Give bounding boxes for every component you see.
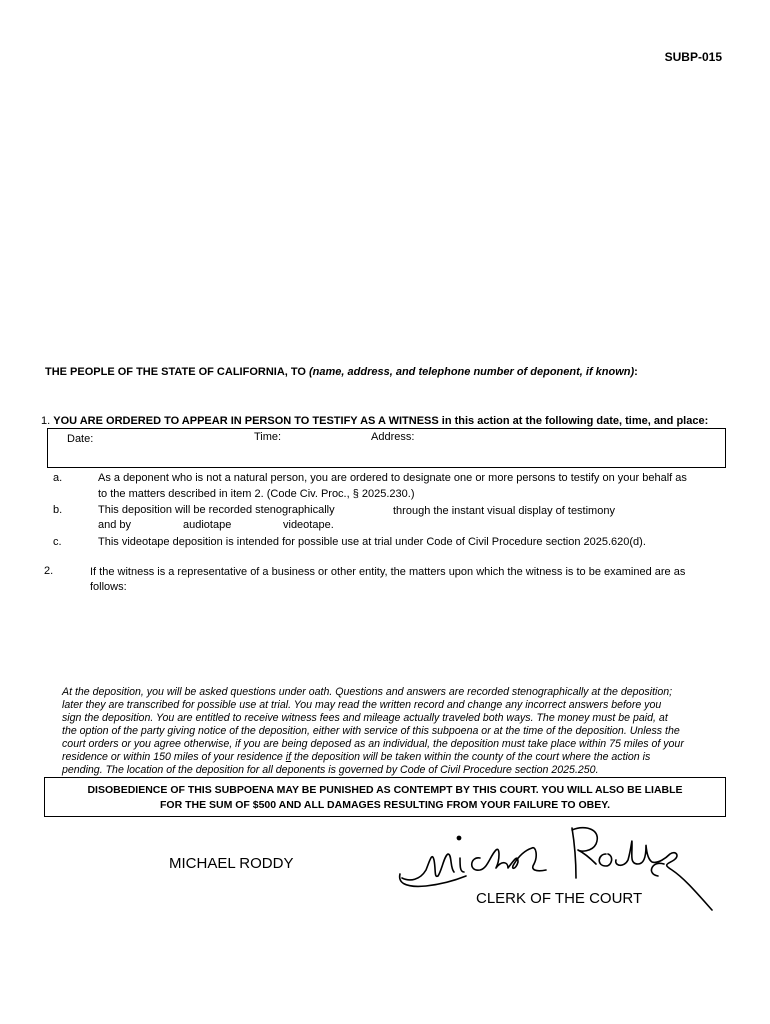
sub-b-videotape: videotape. [283,519,334,531]
item2-number: 2. [44,565,54,577]
time-label: Time: [254,431,282,443]
notice-line-6 [62,751,650,763]
sub-c-letter: c. [53,536,62,548]
sub-c-line1: This videotape deposition is intended for possible use at trial under Code of Civil Procedure section 2025.620(d). [98,536,646,548]
notice-line-6c: the deposition will be taken within the county of the court where the action is [291,751,651,763]
appearance-box [47,428,726,468]
sub-a-letter: a. [53,472,63,484]
notice-line-3: sign the deposition. You are entitled to receive witness fees and mileage actually traveled both ways. The money must be paid, at [62,712,668,724]
notice-line-7: pending. The location of the deposition for all deponents is governed by Code of Civil Procedure section 2025.250. [62,764,599,776]
notice-line-2: later they are transcribed for possible use at trial. You may read the written record and change any incorrect answers before you [62,699,662,711]
warning-box [44,777,726,817]
form-id: SUBP-015 [664,50,722,64]
sub-a-line1: As a deponent who is not a natural person, you are ordered to designate one or more persons to testify on your behalf as [98,472,687,484]
sub-b-letter: b. [53,504,63,516]
addressee-line [45,366,638,378]
item2-line1: If the witness is a representative of a business or other entity, the matters upon which the witness is to be examined are as [90,566,686,578]
sub-b-and-by: and by [98,519,132,531]
item1-number: 1. [41,415,51,427]
item1-heading [41,415,708,427]
notice-line-5: court orders or you agree otherwise, if you are being deposed as an individual, the deposition must take place within 75 miles of your [62,738,684,750]
notice-line-1: At the deposition, you will be asked questions under oath. Questions and answers are recorded stenographically at the deposition; [62,686,673,698]
item1-text: YOU ARE ORDERED TO APPEAR IN PERSON TO TESTIFY AS A WITNESS in this action at the following date, time, and place: [53,415,709,427]
notice-line-6a: residence or within 150 miles of your residence [62,751,286,763]
clerk-title: CLERK OF THE COURT [476,890,643,907]
clerk-name: MICHAEL RODDY [169,855,294,872]
notice-line-4: the option of the party giving notice of the deposition, either with service of this subpoena or at the time of the deposition. Unless the [62,725,680,737]
warning-line-1: DISOBEDIENCE OF THIS SUBPOENA MAY BE PUNISHED AS CONTEMPT BY THIS COURT. YOU WILL ALSO BE LIABLE [87,784,683,796]
sub-b-line1b: through the instant visual display of testimony [393,505,615,517]
sub-a-line2: to the matters described in item 2. (Code Civ. Proc., § 2025.230.) [98,488,415,500]
sub-b-line1a: This deposition will be recorded stenographically [98,504,335,516]
addressee-colon: : [634,366,638,378]
warning-line-2: FOR THE SUM OF $500 AND ALL DAMAGES RESULTING FROM YOUR FAILURE TO OBEY. [160,799,610,811]
sub-b-audiotape: audiotape [183,519,232,531]
item2-line2: follows: [90,581,127,593]
addressee-instruction: (name, address, and telephone number of deponent, if known) [309,366,635,378]
date-label: Date: [67,433,94,445]
addressee-lead: THE PEOPLE OF THE STATE OF CALIFORNIA, TO [45,366,306,378]
notice-line-6-if: if [285,751,292,763]
address-label: Address: [371,431,415,443]
